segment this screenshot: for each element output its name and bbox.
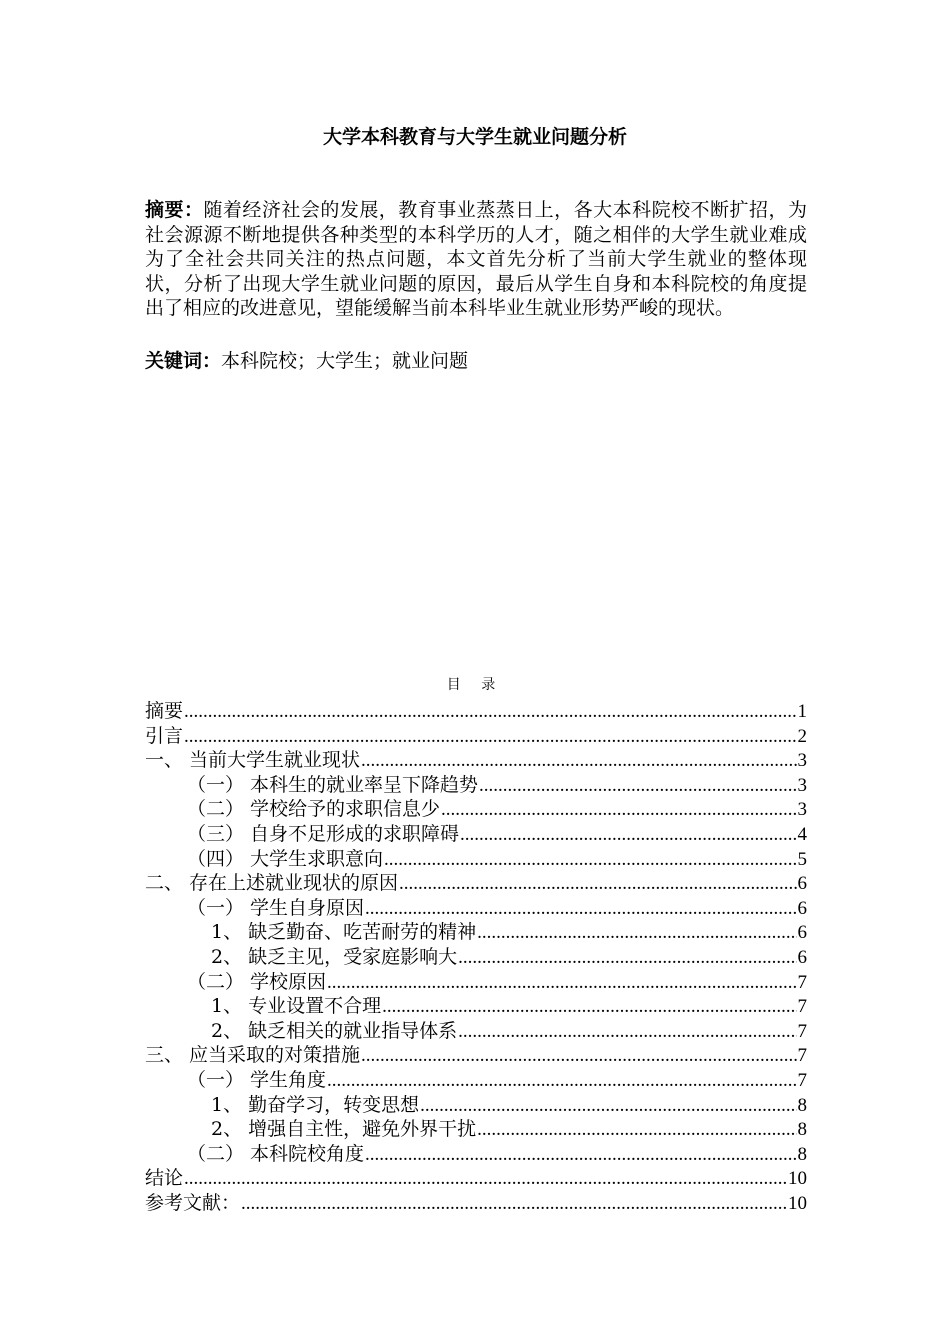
toc-dot-leader xyxy=(184,700,796,725)
toc-entry[interactable] xyxy=(145,871,807,896)
keywords-text: 本科院校；大学生；就业问题 xyxy=(221,350,469,372)
toc-dot-leader xyxy=(441,798,796,823)
toc-entry-title: 二、 存在上述就业现状的原因 xyxy=(145,872,399,895)
toc-entry-page-number: 6 xyxy=(797,897,807,919)
toc-entry[interactable] xyxy=(145,1019,807,1044)
toc-entry-title: 一、 当前大学生就业现状 xyxy=(145,749,361,772)
toc-entry[interactable] xyxy=(145,970,807,995)
toc-entry-page-number: 1 xyxy=(797,701,807,722)
toc-dot-leader xyxy=(361,749,796,774)
toc-entry-title: 1、 专业设置不合理 xyxy=(211,995,382,1018)
toc-entry[interactable] xyxy=(145,1068,807,1093)
toc-entry-title: 2、 缺乏相关的就业指导体系 xyxy=(211,1019,458,1042)
toc-dot-leader xyxy=(458,946,796,971)
toc-entry-title: 引言 xyxy=(145,724,184,747)
toc-entry-title: （一） 学生角度 xyxy=(187,1068,327,1091)
toc-entry[interactable] xyxy=(145,896,807,921)
toc-entry[interactable] xyxy=(145,847,807,872)
toc-dot-leader xyxy=(477,921,796,946)
toc-dot-leader xyxy=(241,1192,787,1217)
toc-entry-page-number: 3 xyxy=(797,750,807,772)
toc-dot-leader xyxy=(184,1167,787,1192)
toc-entry-title: 三、 应当采取的对策措施 xyxy=(145,1044,361,1067)
table-of-contents xyxy=(145,699,807,1215)
toc-entry-page-number: 10 xyxy=(788,1192,807,1214)
toc-entry-page-number: 10 xyxy=(788,1168,807,1190)
toc-entry[interactable] xyxy=(145,1191,807,1216)
toc-entry[interactable] xyxy=(145,1166,807,1191)
toc-entry-page-number: 5 xyxy=(797,848,807,870)
toc-entry[interactable] xyxy=(145,724,807,749)
keywords-label: 关键词： xyxy=(145,350,222,372)
toc-entry-title: 2、 增强自主性，避免外界干扰 xyxy=(211,1118,477,1141)
toc-entry-title: （一） 学生自身原因 xyxy=(187,896,365,919)
toc-entry[interactable] xyxy=(145,1093,807,1118)
toc-dot-leader xyxy=(479,774,796,799)
toc-entry-page-number: 2 xyxy=(797,725,807,747)
toc-entry[interactable] xyxy=(145,1142,807,1167)
toc-entry[interactable] xyxy=(145,699,807,724)
toc-dot-leader xyxy=(327,1069,796,1094)
toc-entry-title: （四） 大学生求职意向 xyxy=(187,847,384,870)
toc-entry-title: （二） 学校原因 xyxy=(187,970,327,993)
toc-entry-page-number: 8 xyxy=(797,1119,807,1141)
abstract-label: 摘要： xyxy=(145,199,204,221)
abstract-text: 随着经济社会的发展，教育事业蒸蒸日上，各大本科院校不断扩招，为社会源源不断地提供各种类型的本科学历的人才，随之相伴的大学生就业难成为了全社会共同关注的热点问题，本文首先分析了当前大学生就业的整体现状，分析了出现大学生就业问题的原因，最后从学生自身和本科院校的角度提出了相应的改进意见，望能缓解当前本科毕业生就业形势严峻的现状。 xyxy=(145,199,807,319)
toc-entry-title: （一） 本科生的就业率呈下降趋势 xyxy=(187,773,479,796)
abstract-paragraph xyxy=(145,198,807,321)
toc-dot-leader xyxy=(477,1118,796,1143)
toc-entry-page-number: 6 xyxy=(797,946,807,968)
toc-entry-title: （三） 自身不足形成的求职障碍 xyxy=(187,822,460,845)
toc-entry-page-number: 7 xyxy=(797,1020,807,1042)
toc-entry-title: 1、 缺乏勤奋、吃苦耐劳的精神 xyxy=(211,921,477,944)
document-title: 大学本科教育与大学生就业问题分析 xyxy=(322,126,627,148)
toc-entry[interactable] xyxy=(145,920,807,945)
toc-heading: 目 录 xyxy=(446,677,504,693)
toc-entry-title: 参考文献： xyxy=(145,1191,241,1214)
toc-dot-leader xyxy=(365,897,796,922)
toc-entry-title: 摘要 xyxy=(145,700,184,722)
toc-entry-page-number: 8 xyxy=(797,1094,807,1116)
toc-entry-page-number: 7 xyxy=(797,996,807,1018)
toc-entry[interactable] xyxy=(145,748,807,773)
toc-entry[interactable] xyxy=(145,1117,807,1142)
toc-dot-leader xyxy=(399,872,796,897)
toc-dot-leader xyxy=(460,823,796,848)
toc-entry-page-number: 6 xyxy=(797,922,807,944)
toc-dot-leader xyxy=(365,1143,796,1168)
toc-entry-title: （二） 本科院校角度 xyxy=(187,1142,365,1165)
toc-entry[interactable] xyxy=(145,773,807,798)
toc-entry-page-number: 7 xyxy=(797,1069,807,1091)
toc-entry-title: 1、 勤奋学习，转变思想 xyxy=(211,1093,420,1116)
toc-entry-page-number: 8 xyxy=(797,1143,807,1165)
keywords-line xyxy=(145,349,807,373)
toc-entry-page-number: 4 xyxy=(797,823,807,845)
toc-entry[interactable] xyxy=(145,945,807,970)
toc-dot-leader xyxy=(327,971,796,996)
toc-dot-leader xyxy=(420,1094,796,1119)
toc-entry-page-number: 3 xyxy=(797,774,807,796)
toc-dot-leader xyxy=(184,725,796,750)
toc-entry-page-number: 7 xyxy=(797,971,807,993)
toc-entry-title: 2、 缺乏主见，受家庭影响大 xyxy=(211,945,458,968)
toc-entry[interactable] xyxy=(145,994,807,1019)
toc-entry-title: （二） 学校给予的求职信息少 xyxy=(187,798,441,821)
toc-entry-page-number: 3 xyxy=(797,799,807,821)
toc-dot-leader xyxy=(361,1044,796,1069)
toc-entry[interactable] xyxy=(145,797,807,822)
toc-entry-page-number: 7 xyxy=(797,1045,807,1067)
toc-dot-leader xyxy=(384,848,796,873)
toc-dot-leader xyxy=(382,995,796,1020)
toc-entry-page-number: 6 xyxy=(797,873,807,895)
toc-entry[interactable] xyxy=(145,1043,807,1068)
toc-dot-leader xyxy=(458,1020,796,1045)
toc-entry[interactable] xyxy=(145,822,807,847)
toc-entry-title: 结论 xyxy=(145,1167,184,1190)
